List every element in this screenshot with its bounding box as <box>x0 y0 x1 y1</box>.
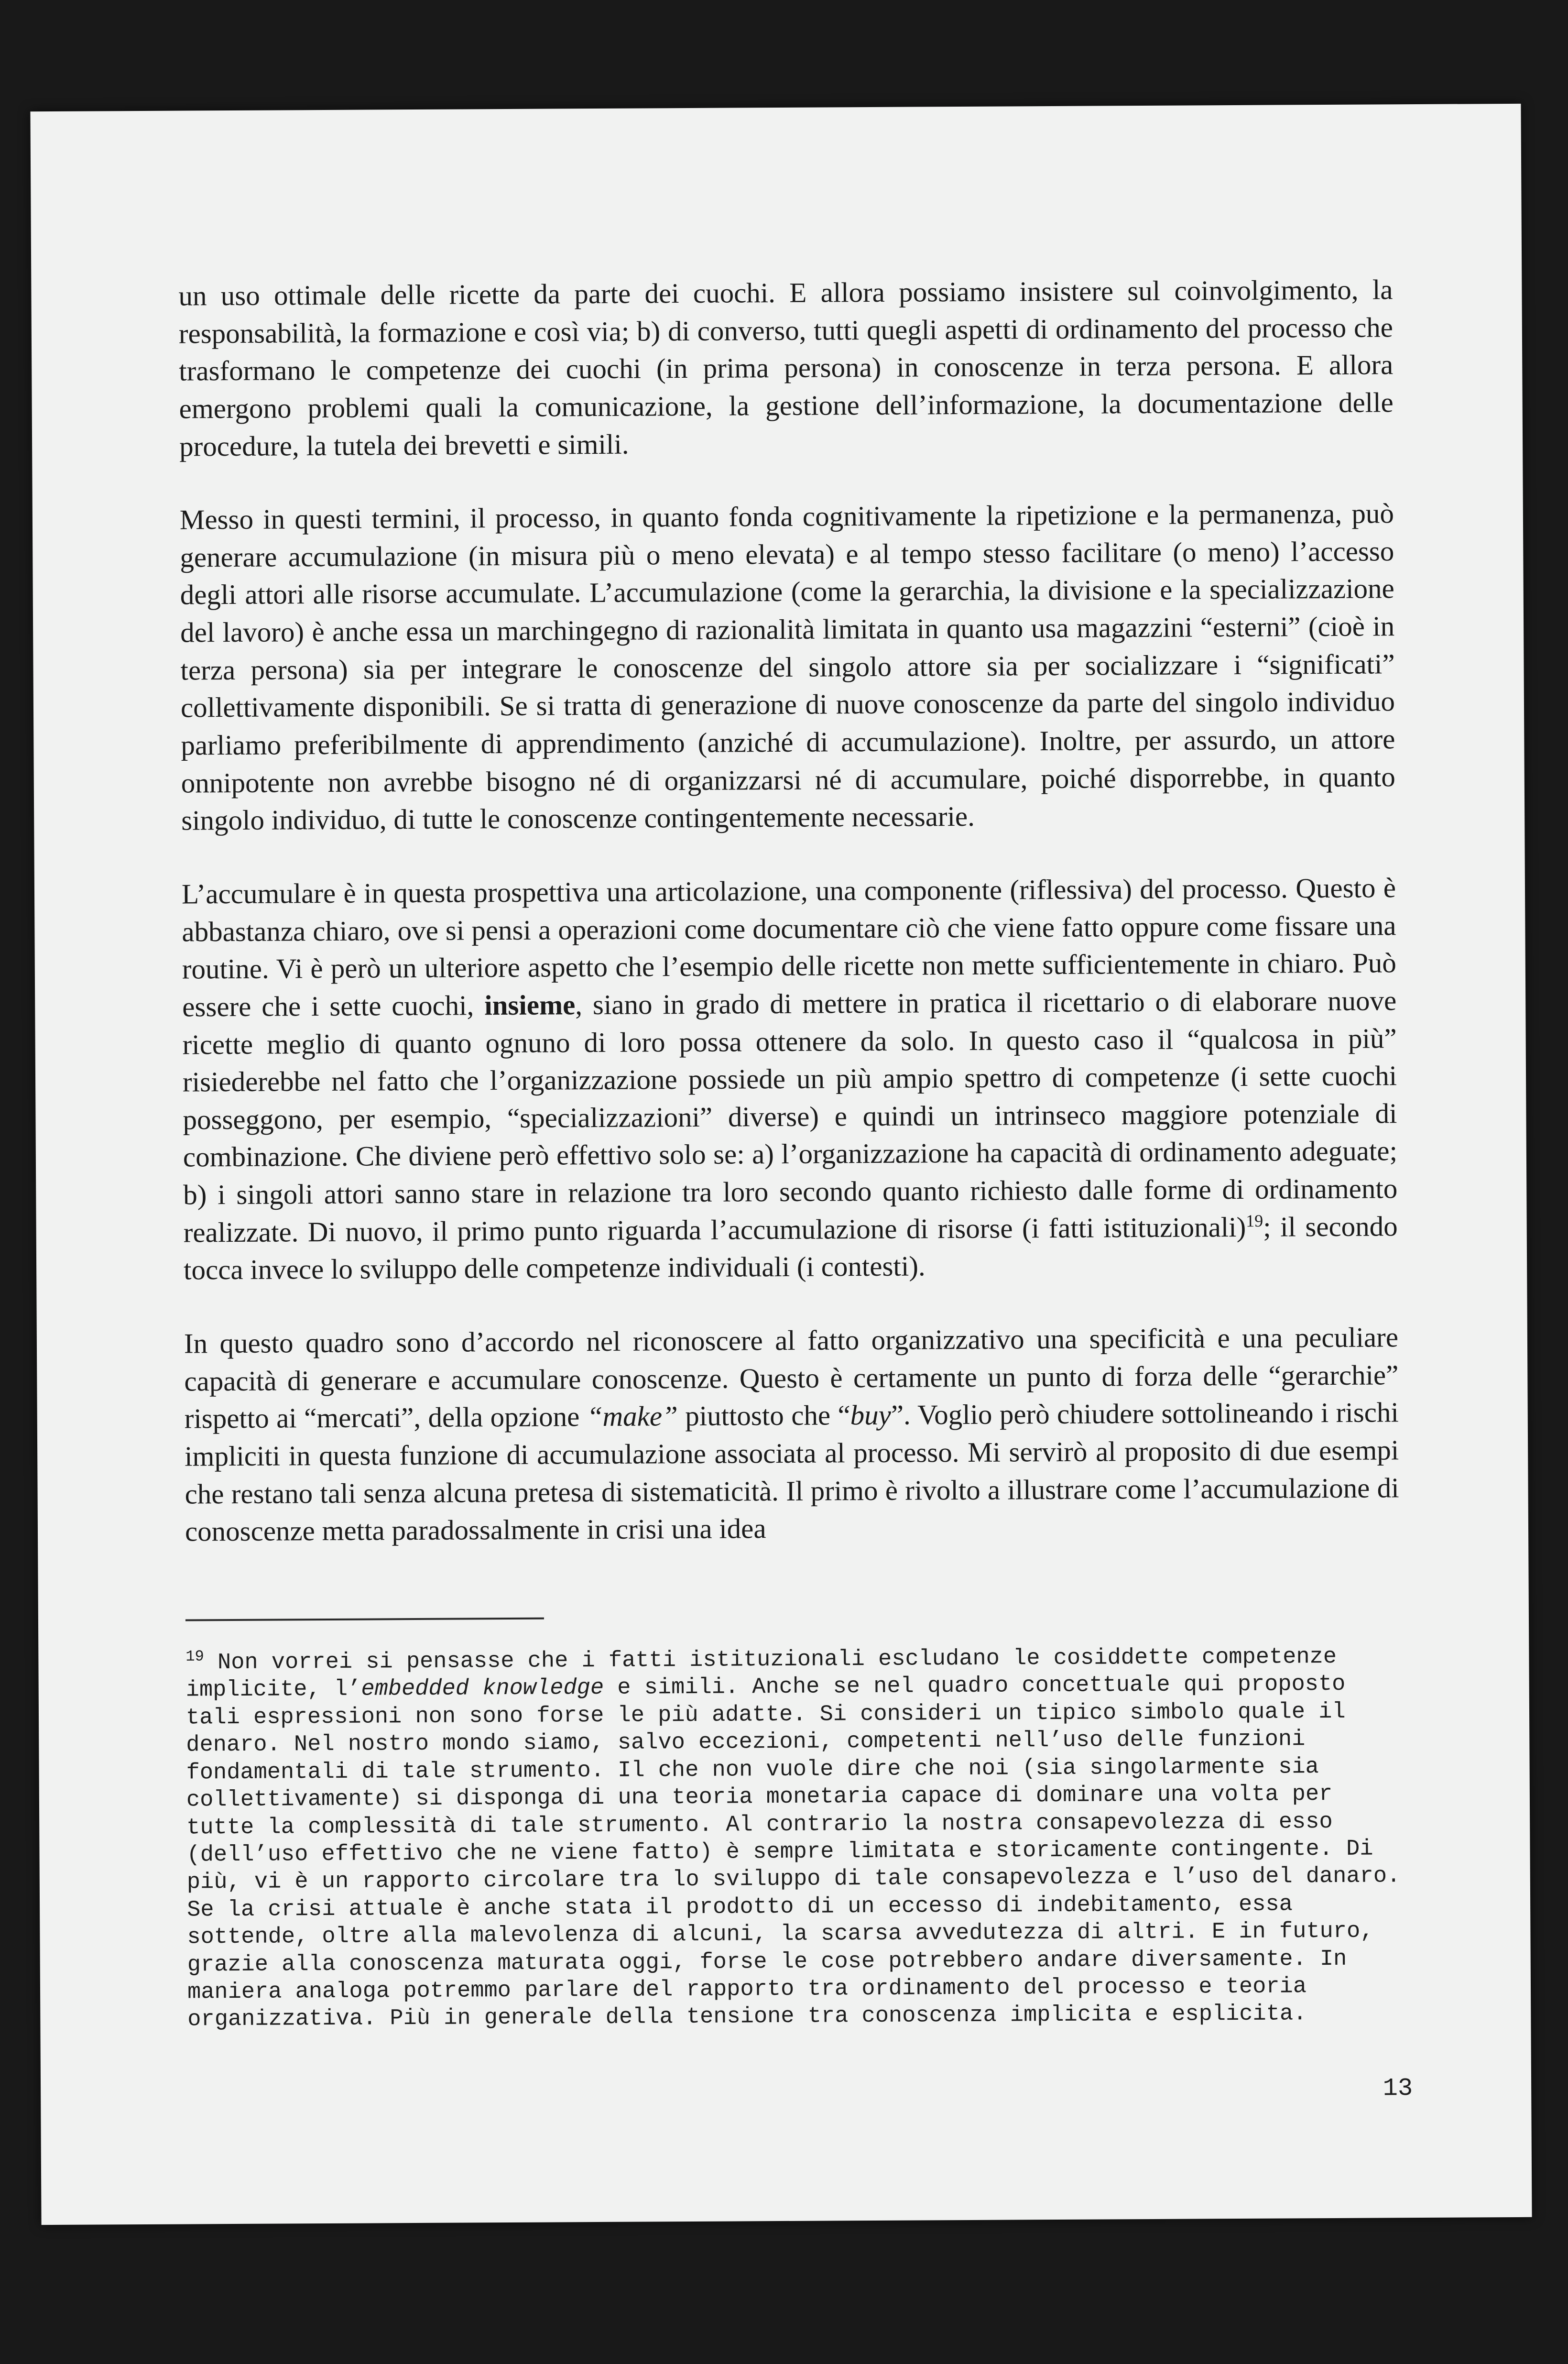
text-run: piuttosto che “ <box>677 1399 850 1432</box>
body-text <box>178 271 1399 1550</box>
text-run: In questo quadro sono d’accordo nel riconoscere al fatto organizzativo una specificità e una peculiare capacità di generare e accumulare conoscenze. Questo è certamente un punto di forza delle “gerarchie” rispetto ai “mercati”, della opzione <box>184 1321 1399 1434</box>
footnote-mark: 19 <box>185 1647 204 1665</box>
text-run: “make” <box>587 1400 678 1433</box>
paragraph <box>178 271 1394 465</box>
text-run: ”. Voglio però chiudere sottolineando i rischi impliciti in questa funzione di accumulazione associata al processo. Mi servirò al proposito di due esempi che restano tali senza alcuna pretesa di sistematicità. Il primo è rivolto a illustrare come l’accumulazione di conoscenze metta paradossalmente in crisi una idea <box>185 1396 1399 1547</box>
footnote-ref: 19 <box>1246 1211 1263 1230</box>
text-run: L’accumulare è in questa prospettiva una articolazione, una componente (riflessiva) del processo. Questo è abbastanza chiaro, ove si pensi a operazioni come documentare ciò che viene fatto oppure come fissare una routine. Vi è però un ulteriore aspetto che l’esempio delle ricette non mette sufficientemente in chiaro. Può essere che i sette cuochi, <box>181 872 1396 1023</box>
page-number: 13 <box>1383 2074 1413 2103</box>
text-run: ; il secondo tocca invece lo sviluppo delle competenze individuali (i contesti). <box>183 1210 1398 1286</box>
paper-sheet <box>30 104 1532 2225</box>
footnote <box>185 1643 1411 2034</box>
footnote-text <box>186 1644 1401 2033</box>
text-run: un uso ottimale delle ricette da parte dei cuochi. E allora possiamo insistere sul coinvolgimento, la responsabilità, la formazione e così via; b) di converso, tutti quegli aspetti di ordinamento del processo che trasformano le competenze dei cuochi (in prima persona) in conoscenze in terza persona. E allora emergono problemi quali la comunicazione, la gestione dell’informazione, la documentazione delle procedure, la tutela dei brevetti e simili. <box>178 274 1394 462</box>
text-run: insieme <box>484 989 576 1021</box>
text-run: Messo in questi termini, il processo, in quanto fonda cognitivamente la ripetizione e la permanenza, può generare accumulazione (in misura più o meno elevata) e al tempo stesso facilitare (o meno) l’accesso degli attori alle risorse accumulate. L’accumulazione (come la gerarchia, la divisione e la specializzazione del lavoro) è anche essa un marchingegno di razionalità limitata in quanto usa magazzini “esterni” (cioè in terza persona) sia per integrare le conoscenze del singolo attore sia per socializzare i “significati” collettivamente disponibili. Se si tratta di generazione di nuove conoscenze da parte del singolo individuo parliamo preferibilmente di apprendimento (anziché di accumulazione). Inoltre, per assurdo, un attore onnipotente non avrebbe bisogno né di organizzarsi né di accumulare, poiché disporrebbe, in quanto singolo individuo, di tutte le conoscenze contingentemente necessarie. <box>179 497 1395 836</box>
text-run: , siano in grado di mettere in pratica il ricettario o di elaborare nuove ricette meglio di quanto ognuno di loro possa ottenere da solo. In questo caso il “qualcosa in più” risiederebbe nel fatto che l’organizzazione possiede un più ampio spettro di competenze (i sette cuochi posseggono, per esempio, “specializzazioni” diverse) e quindi un intrinseco maggiore potenziale di combinazione. Che diviene però effettivo solo se: a) l’organizzazione ha capacità di ordinamento adeguate; b) i singoli attori sanno stare in relazione tra loro secondo quanto richiesto dalle forme di ordinamento realizzate. Di nuovo, il primo punto riguarda l’accumulazione di risorse (i fatti istituzionali) <box>182 985 1398 1248</box>
text-run: Non vorrei si pensasse che i fatti istituzionali escludano le cosiddette competenze implicite, l’ <box>185 1644 1337 1703</box>
paragraph <box>184 1318 1399 1550</box>
text-run: buy <box>850 1399 892 1431</box>
paragraph <box>180 494 1396 839</box>
footnote-separator <box>185 1618 544 1621</box>
text-run: e simili. Anche se nel quadro concettuale qui proposto tali espressioni non sono forse le più adatte. Si consideri un tipico simbolo quale il denaro. Nel nostro mondo siamo, salvo eccezioni, competenti nell’uso delle funzioni fondamentali di tale strumento. Il che non vuole dire che noi (sia singolarmente sia collettivamente) si disponga di una teoria monetaria capace di dominare una volta per tutte la complessità di tale strumento. Al contrario la nostra consapevolezza di esso (dell’uso effettivo che ne viene fatto) è sempre limitata e storicamente contingente. Di più, vi è un rapporto circolare tra lo sviluppo di tale consapevolezza e l’uso del danaro. Se la crisi attuale è anche stata il prodotto di un eccesso di indebitamento, essa sottende, oltre alla malevolenza di alcuni, la scarsa avvedutezza di altri. E in futuro, grazie alla conoscenza maturata oggi, forse le cose potrebbero andare diversamente. In maniera analoga potremmo parlare del rapporto tra ordinamento del processo e teoria organizzativa. Più in generale della tensione tra conoscenza implicita e esplicita. <box>185 1672 1401 2033</box>
text-run: embedded knowledge <box>361 1675 604 1703</box>
paragraph <box>182 869 1398 1289</box>
